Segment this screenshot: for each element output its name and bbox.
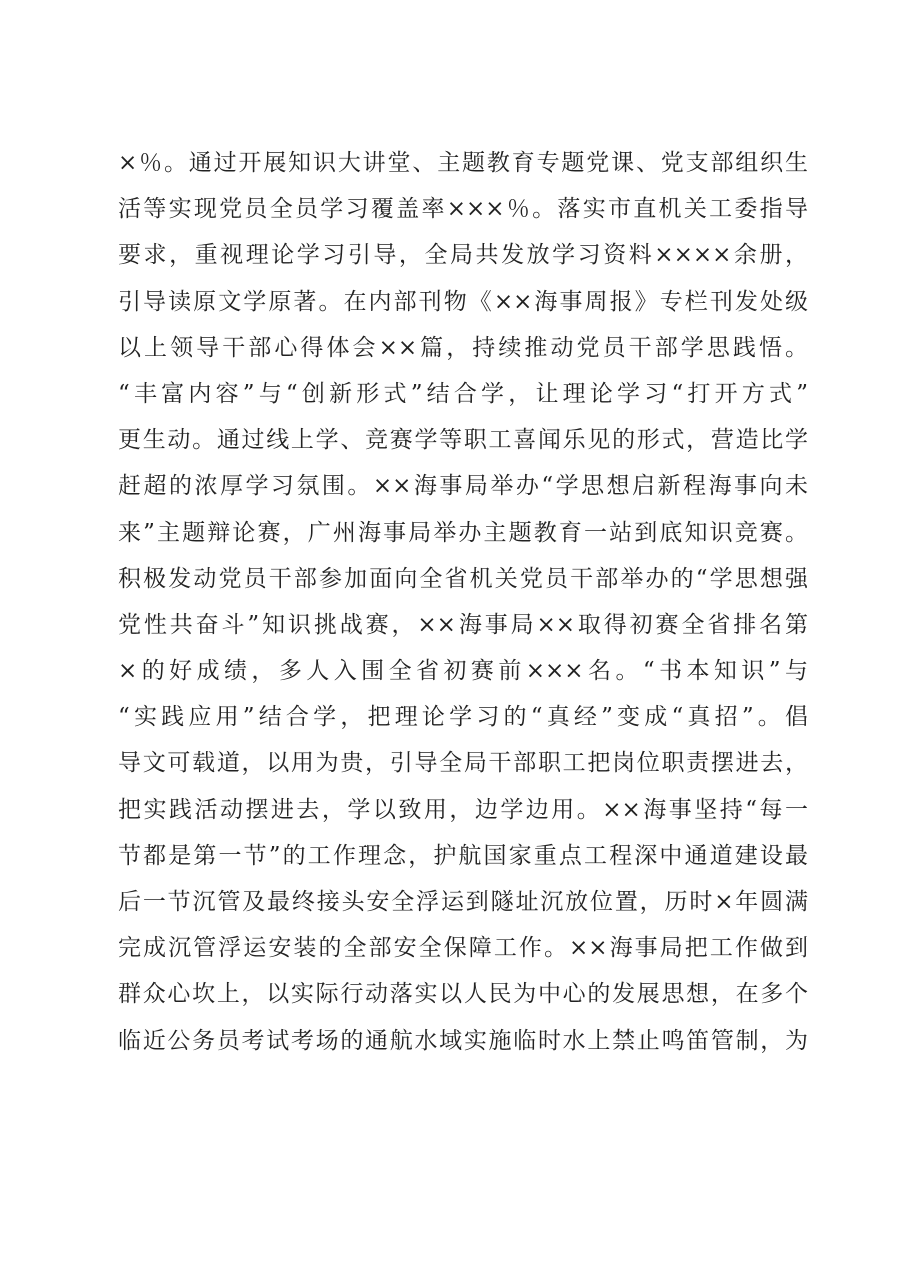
- text-line: 要求，重视理论学习引导，全局共发放学习资料××××余册，: [118, 242, 808, 269]
- text-line: 赶超的浓厚学习氛围。××海事局举办“学思想启新程海事向未: [118, 473, 808, 500]
- text-line: 后一节沉管及最终接头安全浮运到隧址沉放位置，历时×年圆满: [118, 889, 808, 915]
- text-line: 群众心坎上，以实际行动落实以人民为中心的发展思想，在多个: [118, 981, 808, 1008]
- text-line: 更生动。通过线上学、竞赛学等职工喜闻乐见的形式，营造比学: [118, 427, 808, 454]
- text-line: 党性共奋斗”知识挑战赛，××海事局××取得初赛全省排名第: [118, 611, 808, 638]
- text-line: 积极发动党员干部参加面向全省机关党员干部举办的“学思想强: [118, 565, 808, 592]
- text-line: 引导读原文学原著。在内部刊物《××海事周报》专栏刊发处级: [118, 288, 808, 315]
- body-text: [118, 140, 808, 1064]
- text-line: ×的好成绩，多人入围全省初赛前×××名。“书本知识”与: [118, 658, 808, 685]
- text-line: 节都是第一节”的工作理念，护航国家重点工程深中通道建设最: [118, 842, 808, 869]
- text-line: 导文可载道，以用为贵，引导全局干部职工把岗位职责摆进去，: [118, 750, 808, 777]
- text-line: 来”主题辩论赛，广州海事局举办主题教育一站到底知识竞赛。: [118, 519, 808, 546]
- text-line: 以上领导干部心得体会××篇，持续推动党员干部学思践悟。: [118, 334, 808, 361]
- text-line: 活等实现党员全员学习覆盖率×××％。落实市直机关工委指导: [118, 196, 808, 223]
- text-line: 把实践活动摆进去，学以致用，边学边用。××海事坚持“每一: [118, 796, 808, 823]
- text-line: 完成沉管浮运安装的全部安全保障工作。××海事局把工作做到: [118, 935, 808, 962]
- text-line: 临近公务员考试考场的通航水域实施临时水上禁止鸣笛管制，为: [118, 1027, 808, 1054]
- text-line: ×％。通过开展知识大讲堂、主题教育专题党课、党支部组织生: [118, 150, 808, 176]
- text-line: “丰富内容”与“创新形式”结合学，让理论学习“打开方式”: [118, 380, 808, 407]
- text-line: “实践应用”结合学，把理论学习的“真经”变成“真招”。倡: [118, 704, 808, 731]
